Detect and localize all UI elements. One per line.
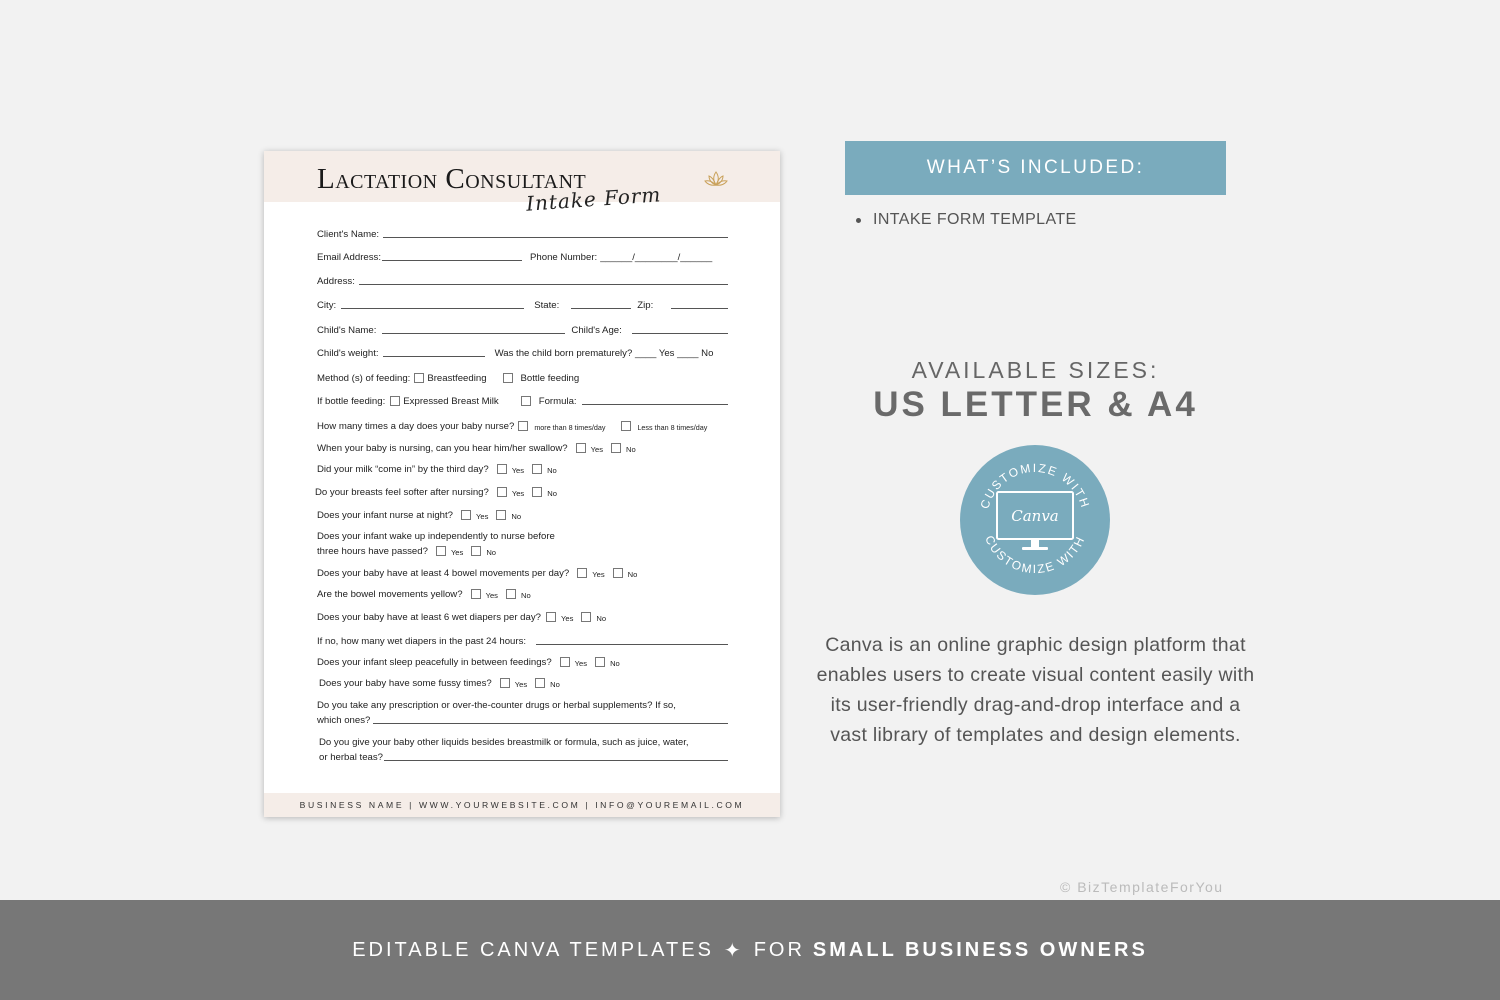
state-field[interactable] xyxy=(571,308,631,309)
question-text: Do your breasts feel softer after nursing? xyxy=(315,487,489,498)
yes-checkbox[interactable] xyxy=(500,678,510,688)
drugs-field[interactable] xyxy=(373,723,728,724)
sparkle-icon: ✦ xyxy=(723,939,744,962)
yes-checkbox[interactable] xyxy=(471,589,481,599)
client-name-row xyxy=(317,229,728,240)
city-field[interactable] xyxy=(341,308,524,309)
question-row xyxy=(317,546,728,557)
no-checkbox[interactable] xyxy=(613,568,623,578)
child-name-field[interactable] xyxy=(382,333,565,334)
question-text: Does your infant wake up independently to nurse before xyxy=(317,531,555,542)
no-checkbox[interactable] xyxy=(581,612,591,622)
question-row xyxy=(317,568,728,579)
bottom-banner xyxy=(0,900,1500,1000)
yes-checkbox[interactable] xyxy=(546,612,556,622)
banner-text-2: FOR xyxy=(753,938,805,961)
yes-checkbox[interactable] xyxy=(461,510,471,520)
no-checkbox[interactable] xyxy=(532,487,542,497)
more-than-8-label: more than 8 times/day xyxy=(534,423,606,432)
expressed-checkbox[interactable] xyxy=(390,396,400,406)
no-label: No xyxy=(547,466,557,475)
sizes-label: AVAILABLE SIZES: xyxy=(911,357,1160,383)
yes-label: Yes xyxy=(450,548,464,557)
nurse-frequency-question: How many times a day does your baby nurse? xyxy=(317,421,515,432)
address-label: Address: xyxy=(317,276,355,287)
no-checkbox[interactable] xyxy=(595,657,605,667)
yes-checkbox[interactable] xyxy=(577,568,587,578)
formula-field[interactable] xyxy=(582,404,728,405)
question-text: If no, how many wet diapers in the past 24 hours: xyxy=(317,636,527,647)
question-text: Do you take any prescription or over-the-counter drugs or herbal supplements? If so, xyxy=(317,700,676,711)
question-text: Do you give your baby other liquids besides breastmilk or formula, such as juice, water, xyxy=(319,737,689,748)
question-row xyxy=(319,737,728,748)
breastfeeding-label: Breastfeeding xyxy=(427,373,487,384)
no-checkbox[interactable] xyxy=(611,443,621,453)
question-text: Does your baby have at least 6 wet diapers per day? xyxy=(317,612,541,623)
yes-label: Yes xyxy=(590,445,604,454)
phone-label: Phone Number: xyxy=(530,252,598,263)
canva-description: Canva is an online graphic design platform that enables users to create visual content easily with its user-friendly drag-and-drop interface and a vast library of templates and design elements. xyxy=(816,634,1255,746)
more-than-8-checkbox[interactable] xyxy=(518,421,528,431)
included-item: INTAKE FORM TEMPLATE xyxy=(856,211,1077,229)
question-row xyxy=(317,510,728,521)
no-label: No xyxy=(547,489,557,498)
yes-label: Yes xyxy=(574,659,588,668)
address-row xyxy=(317,276,728,287)
no-checkbox[interactable] xyxy=(471,546,481,556)
question-row xyxy=(317,657,728,668)
question-row xyxy=(317,443,728,454)
yes-checkbox[interactable] xyxy=(497,464,507,474)
no-label: No xyxy=(511,512,522,521)
question-row xyxy=(317,636,728,647)
question-text: or herbal teas? xyxy=(319,752,383,763)
customize-with-canva-badge xyxy=(960,445,1110,595)
bottle-feeding-label: Bottle feeding xyxy=(520,373,580,384)
question-text: When your baby is nursing, can you hear him/her swallow? xyxy=(317,443,568,454)
no-label: No xyxy=(550,680,560,689)
no-checkbox[interactable] xyxy=(506,589,516,599)
breastfeeding-checkbox[interactable] xyxy=(414,373,424,383)
question-row xyxy=(319,678,728,689)
child-name-label: Child's Name: xyxy=(317,325,377,336)
child-weight-label: Child's weight: xyxy=(317,348,379,359)
method-feeding-row xyxy=(317,373,728,384)
yes-checkbox[interactable] xyxy=(576,443,586,453)
banner-text-3: SMALL BUSINESS OWNERS xyxy=(812,938,1148,961)
client-name-field[interactable] xyxy=(383,237,728,238)
question-text: which ones? xyxy=(317,715,371,726)
no-label: No xyxy=(626,445,636,454)
no-label: No xyxy=(520,591,531,600)
liquids-field[interactable] xyxy=(384,760,728,761)
yes-label: Yes xyxy=(514,680,528,689)
city-state-zip-row xyxy=(317,300,728,311)
question-row xyxy=(317,531,728,542)
yes-checkbox[interactable] xyxy=(436,546,446,556)
question-text: Does your baby have at least 4 bowel movements per day? xyxy=(317,568,570,579)
question-text: Did your milk “come in” by the third day? xyxy=(317,464,489,475)
yes-checkbox[interactable] xyxy=(497,487,507,497)
canva-logo-text: Canva xyxy=(1011,507,1059,525)
yes-checkbox[interactable] xyxy=(560,657,570,667)
yes-label: Yes xyxy=(485,591,498,600)
document-footer: BUSINESS NAME | WWW.YOURWEBSITE.COM | INFO@YOUREMAIL.COM xyxy=(264,793,780,817)
question-row xyxy=(317,589,728,600)
if-bottle-row xyxy=(317,396,728,407)
child-name-age-row xyxy=(317,325,728,336)
yes-label: Yes xyxy=(476,512,489,521)
wet-diapers-field[interactable] xyxy=(536,644,728,645)
question-row xyxy=(315,487,728,498)
child-age-field[interactable] xyxy=(632,333,728,334)
zip-label: Zip: xyxy=(637,300,654,311)
question-text: Are the bowel movements yellow? xyxy=(317,589,463,600)
child-weight-field[interactable] xyxy=(383,356,485,357)
no-label: No xyxy=(610,659,620,668)
client-name-label: Client's Name: xyxy=(317,229,380,240)
whats-included-heading: WHAT’S INCLUDED: xyxy=(845,141,1226,195)
no-label: No xyxy=(627,570,638,579)
document-header xyxy=(264,151,780,216)
yes-label: Yes xyxy=(511,489,525,498)
no-checkbox[interactable] xyxy=(535,678,545,688)
question-row xyxy=(317,612,728,623)
question-text: Does your infant sleep peacefully in between feedings? xyxy=(317,657,552,668)
question-text: Does your infant nurse at night? xyxy=(317,510,453,521)
question-row xyxy=(319,752,728,763)
less-than-8-label: Less than 8 times/day xyxy=(637,423,708,432)
question-row xyxy=(317,700,728,711)
yes-label: Yes xyxy=(592,570,605,579)
yes-label: Yes xyxy=(511,466,525,475)
city-label: City: xyxy=(317,300,337,311)
no-checkbox[interactable] xyxy=(496,510,506,520)
email-label: Email Address: xyxy=(317,252,381,263)
child-age-label: Child's Age: xyxy=(571,325,622,336)
formula-checkbox[interactable] xyxy=(521,396,531,406)
method-feeding-label: Method (s) of feeding: xyxy=(317,373,411,384)
zip-field[interactable] xyxy=(671,308,728,309)
question-row xyxy=(317,464,728,475)
nurse-frequency-row xyxy=(317,421,728,432)
email-field[interactable] xyxy=(382,260,522,261)
intake-form-document xyxy=(264,151,780,817)
included-list xyxy=(856,211,1077,229)
badge-ring-text-bottom: CUSTOMIZE WITH xyxy=(982,533,1088,577)
question-row xyxy=(317,715,728,726)
sizes-value: US LETTER & A4 xyxy=(873,385,1198,424)
yes-label: Yes xyxy=(561,614,574,623)
banner-text-1: EDITABLE CANVA TEMPLATES xyxy=(352,938,714,961)
if-bottle-label: If bottle feeding: xyxy=(317,396,386,407)
phone-field[interactable]: ______/________/______ xyxy=(600,252,713,263)
no-label: No xyxy=(596,614,607,623)
no-checkbox[interactable] xyxy=(532,464,542,474)
question-text: three hours have passed? xyxy=(317,546,428,557)
lotus-icon xyxy=(704,170,728,190)
question-text: Does your baby have some fussy times? xyxy=(319,678,492,689)
email-phone-row xyxy=(317,252,728,263)
premature-question: Was the child born prematurely? ____ Yes ____ No xyxy=(494,348,714,359)
document-subtitle: Intake Form xyxy=(525,182,663,216)
address-field[interactable] xyxy=(359,284,728,285)
child-weight-row xyxy=(317,348,728,359)
badge-ring-text-top: CUSTOMIZE WITH xyxy=(977,460,1093,511)
document-title: Lactation Consultant xyxy=(317,163,587,195)
copyright-text: © BizTemplateForYou xyxy=(1060,879,1224,895)
formula-label: Formula: xyxy=(538,396,577,407)
no-label: No xyxy=(486,548,497,557)
less-than-8-checkbox[interactable] xyxy=(621,421,631,431)
bottle-feeding-checkbox[interactable] xyxy=(503,373,513,383)
expressed-label: Expressed Breast Milk xyxy=(403,396,499,407)
state-label: State: xyxy=(534,300,560,311)
